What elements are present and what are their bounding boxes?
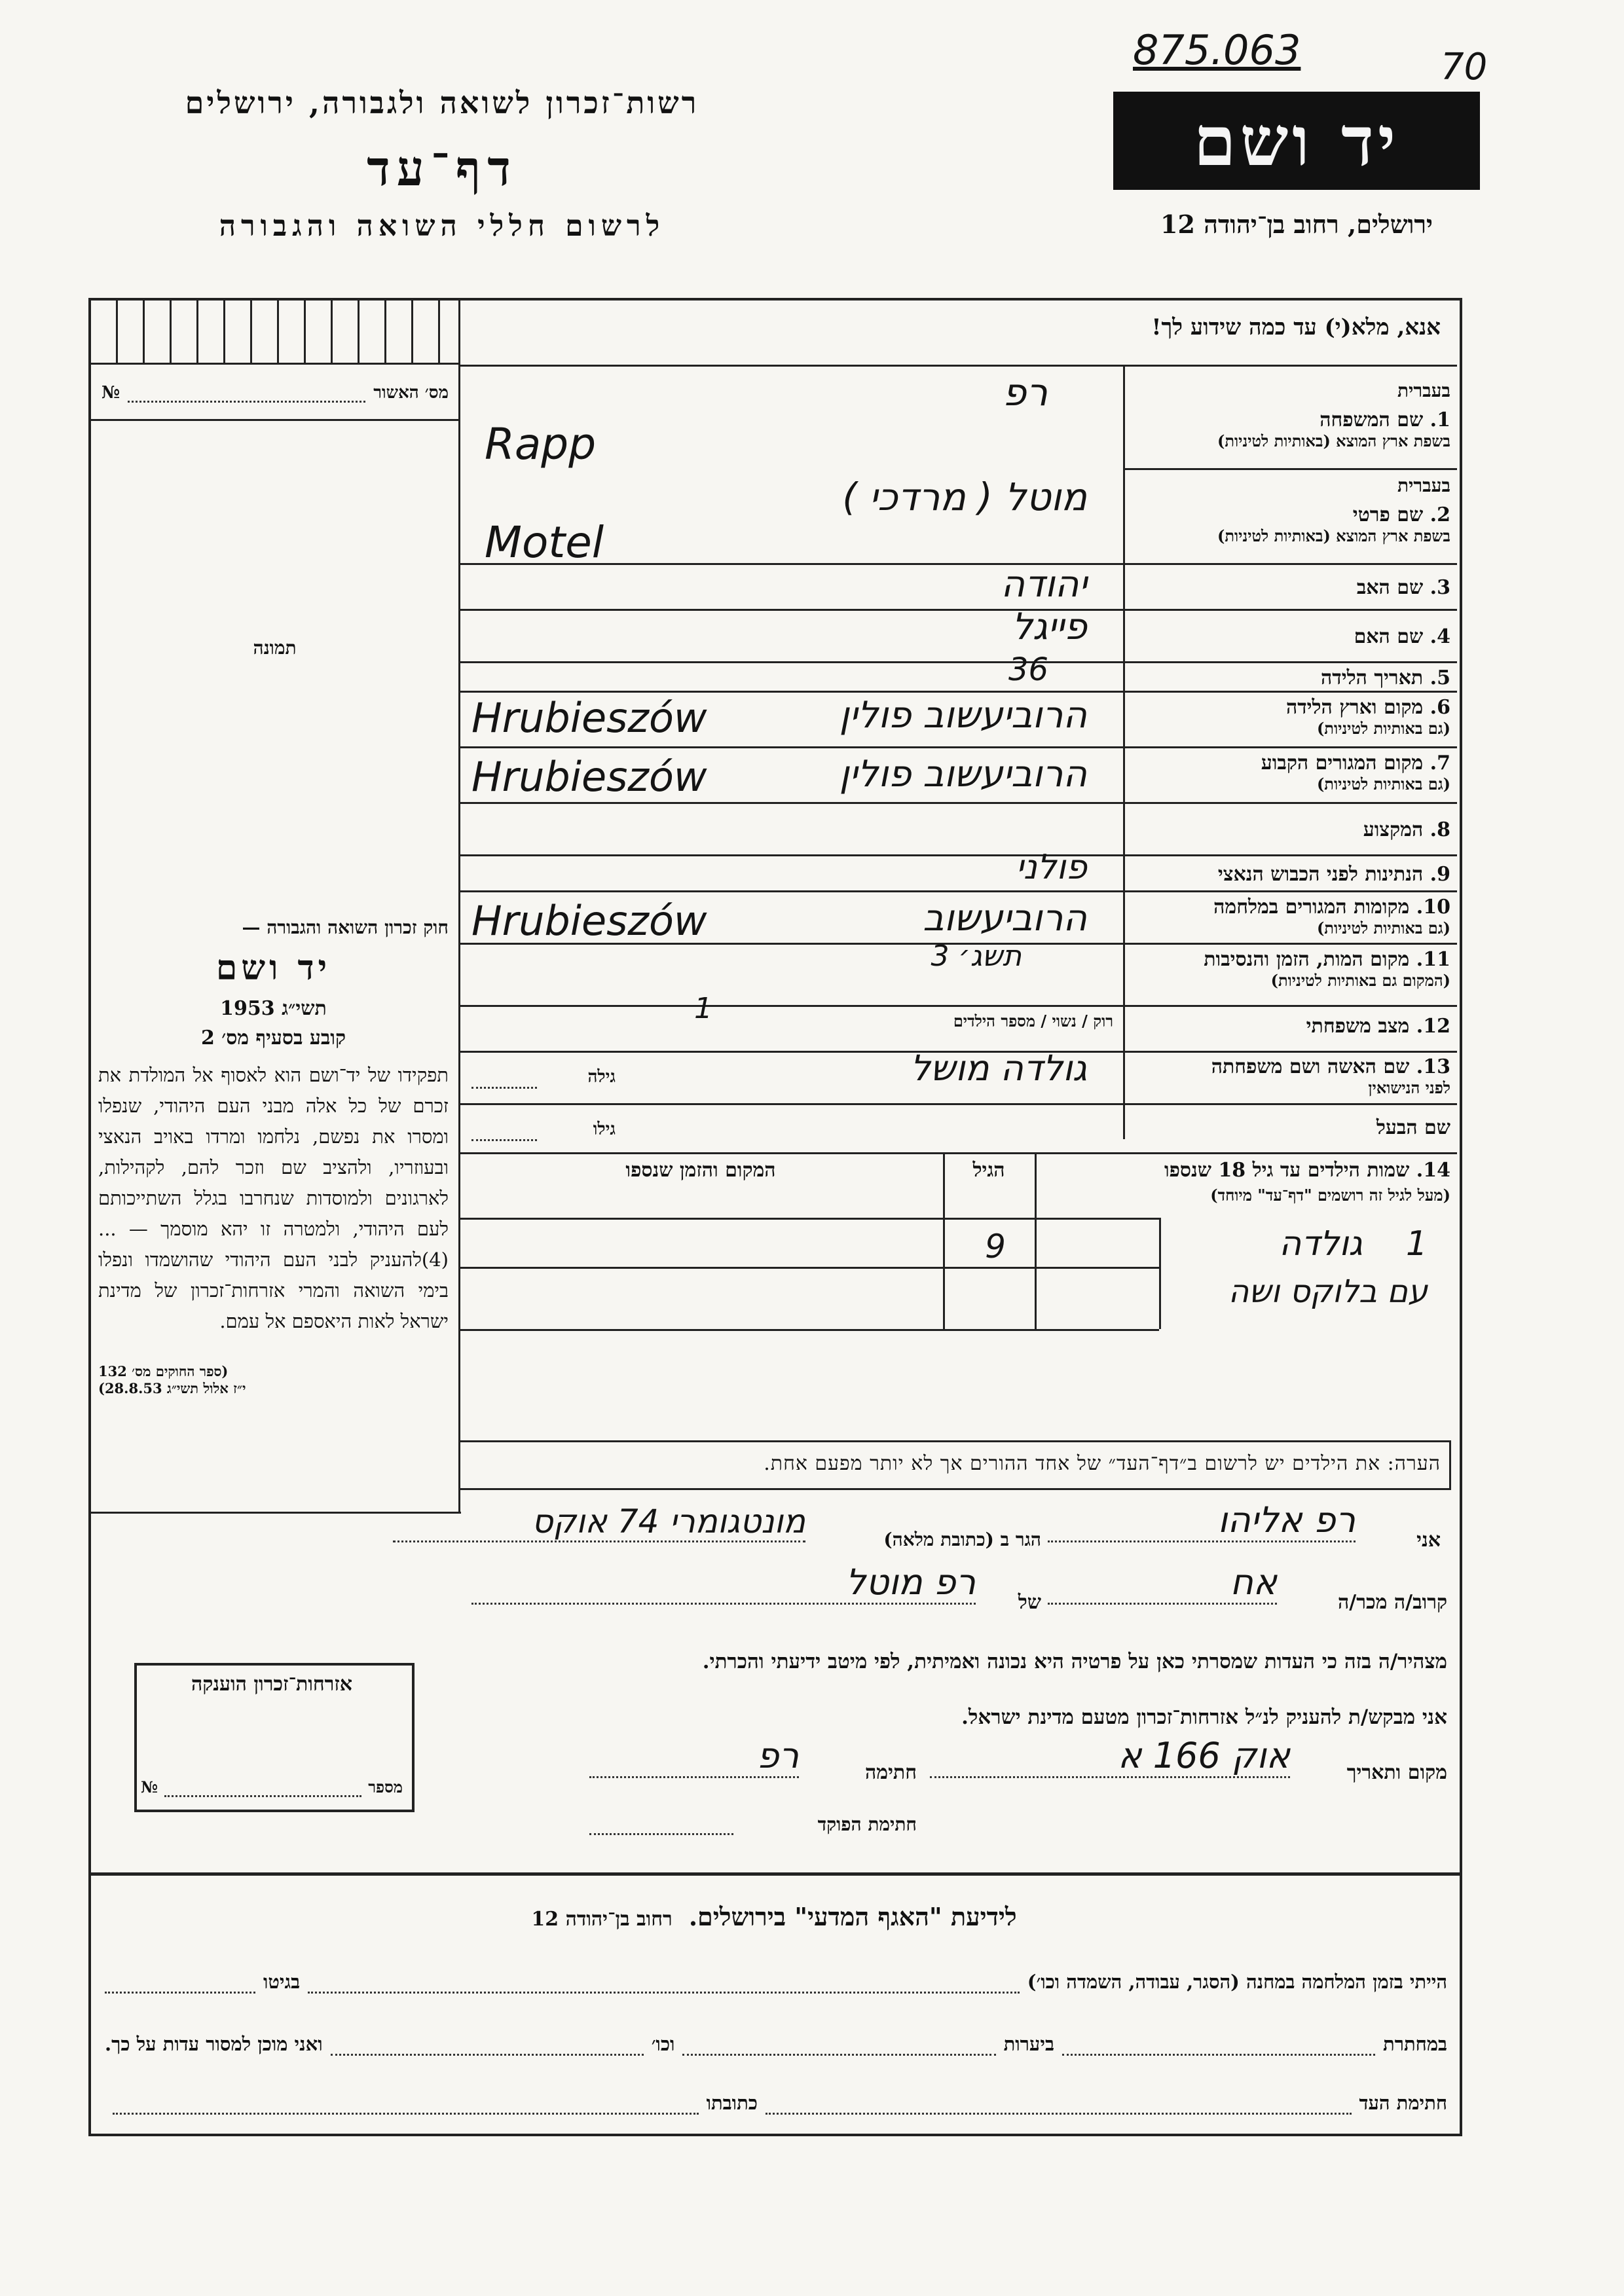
field-4-label: 4. שם האם <box>1354 625 1450 648</box>
first-name-latin-value[interactable]: Motel <box>485 517 604 568</box>
declarant-address-value[interactable]: מונטגומרי 74 אוקס <box>393 1503 805 1542</box>
underground-line[interactable] <box>1062 2054 1375 2056</box>
officer-signature-label: חתימת הפוקד <box>817 1813 917 1835</box>
instruction: אנא, מלא(י) עד כמה שידוע לך! <box>1151 314 1441 340</box>
archive-number: 875.063 <box>1133 26 1301 74</box>
death-details-value[interactable]: תשג׳ 3 <box>931 939 1022 973</box>
citizenship-number-field: מספר № <box>141 1777 403 1796</box>
ghetto-label: בגיטו <box>263 1971 301 1993</box>
husband-age-label: גילו <box>593 1120 616 1139</box>
law-clause: קובע בסעיף מס׳ 2 <box>200 1027 346 1049</box>
declarant-of-value[interactable]: רפ מוטל <box>471 1561 976 1605</box>
children-col-divider <box>943 1152 945 1329</box>
place-date-value[interactable]: אוק 166 א <box>930 1735 1290 1778</box>
approval-tick-strip <box>91 301 458 363</box>
husband-label: שם הבעל <box>1376 1116 1450 1139</box>
field-5-label: 5. תאריך הלידה <box>1321 666 1450 689</box>
form-subtitle: לרשום חללי השואה והגבורה <box>219 210 665 243</box>
approval-number-field <box>101 383 449 403</box>
husband-age-line[interactable] <box>471 1139 537 1141</box>
field-8-label: 8. המקצוע <box>1363 818 1450 841</box>
law-year: 1953 <box>220 997 275 1020</box>
law-title: חוק זכרון השואה והגבורה — <box>242 917 449 938</box>
field-1-label: בעברית 1. שם המשפחה בשפת ארץ המוצא (באותיות לטיניות) <box>1217 380 1450 450</box>
residence-hebrew-value[interactable]: הרוביעשוב פולין <box>839 753 1087 795</box>
place-date-label: מקום ותאריך <box>1346 1761 1447 1784</box>
forests-line[interactable] <box>682 2054 995 2056</box>
wartime-residence-hebrew-value[interactable]: הרוביעשוב <box>923 897 1087 939</box>
footer-row-3 <box>105 2092 1447 2115</box>
camp-label: הייתי בזמן המלחמה במחנה (הסגר, עבודה, השמדה וכו׳) <box>1027 1971 1447 1993</box>
forests-label: ביערות <box>1003 2033 1054 2055</box>
footer-divider <box>91 1872 1460 1876</box>
signature-value[interactable]: רפ <box>589 1735 799 1778</box>
form-title: דף־עד <box>367 141 517 197</box>
witness-signature-label: חתימת העד <box>1359 2092 1447 2114</box>
witness-address-line[interactable] <box>113 2113 699 2115</box>
witness-address-label: כתובתו <box>706 2092 758 2114</box>
law-ref-1: (ספר החוקים מס׳ 132 <box>98 1363 229 1379</box>
citizenship-title: אזרחות־זכרון הוענקה <box>191 1673 353 1696</box>
approval-no: № <box>101 383 120 403</box>
photo-area[interactable] <box>91 419 458 877</box>
father-name-value[interactable]: יהודה <box>1001 563 1087 606</box>
wife-name-value[interactable]: גולדה מושל <box>910 1048 1087 1089</box>
citizenship-request: אני מבקש/ת להעניק לנ״ל אזרחות־זכרון מטעם מדינת ישראל. <box>961 1705 1447 1729</box>
residence-latin-value[interactable]: Hrubieszów <box>471 753 707 801</box>
field-10-label: 10. מקומות המגורים במלחמה (גם באותיות לטיניות) <box>1213 896 1450 938</box>
birth-date-value[interactable]: 36 <box>1008 651 1049 688</box>
law-name: יד ושם <box>215 948 331 988</box>
ghetto-line[interactable] <box>105 1992 255 1994</box>
children-count-value[interactable]: 1 <box>694 992 712 1025</box>
child-2-name[interactable]: עם בלוקס ושה <box>1228 1273 1428 1310</box>
officer-signature-line[interactable] <box>589 1833 733 1835</box>
law-text: תפקידו של יד־ושם הוא לאסוף אל המולדת את זכרם של כל אלה מבני העם היהודי, שנפלו ומסרו את נפשם, נלחמו ומרדו באויב הנאצי ובעוזריו, ולהציב שם וזכר להם, לקהילות, לארגונים ולמוסדות שנחרבו בגלל השתייכותם לעם היהודי, ולמטרה זו יהא מוסמך — ...(4)להעניק לבני העם היהודי שהושמדו ונפלו בימי השואה והמרי אזרחות־זכרון של מדינת ישראל לאות היאספם אל עמם. <box>98 1064 449 1332</box>
children-place-header: המקום והזמן שנספו <box>625 1159 776 1182</box>
declarant-relative-value[interactable]: אח <box>1048 1561 1277 1605</box>
declaration-text: מצהיר/ה בזה כי העדות שמסרתי כאן על פרטיה היא נכונה ואמיתית, לפי מיטב ידיעתי והכרתי. <box>702 1650 1447 1673</box>
birthplace-hebrew-value[interactable]: הרוביעשוב פולין <box>839 694 1087 737</box>
declarant-name-value[interactable]: רפ אליהו <box>1048 1499 1356 1542</box>
field-13-label: 13. שם האשה ושם משפחתה לפני הנישואין <box>1211 1055 1450 1097</box>
declarant-relative-label: קרוב/ה מכר/ה <box>1338 1591 1447 1614</box>
birthplace-latin-value[interactable]: Hrubieszów <box>471 694 707 742</box>
approval-label: מס׳ האשור <box>373 383 449 403</box>
mother-name-value[interactable]: פייגל <box>1012 606 1087 648</box>
declarant-address-label: הגר ב (כתובת מלאה) <box>883 1529 1041 1550</box>
declarant-of-label: של <box>1018 1591 1041 1614</box>
camp-line[interactable] <box>308 1992 1020 1994</box>
label-column-divider <box>1123 367 1125 1139</box>
declarant-i-label: אני <box>1416 1529 1441 1552</box>
children-header: 14. שמות הילדים עד גיל 18 שנספו (מעל לגיל זה רושמים "דף־עד" מיוחד) <box>1164 1159 1450 1205</box>
children-age-header: הגיל <box>972 1159 1005 1182</box>
nationality-value[interactable]: פולני <box>1016 848 1087 887</box>
approval-line[interactable] <box>128 383 365 403</box>
first-name-hebrew-value[interactable]: מוטל ( מרדכי ) <box>842 475 1087 519</box>
field-11-label: 11. מקום המות, הזמן והנסיבות (המקום גם באותיות לטיניות) <box>1204 948 1450 990</box>
footer-row-1 <box>105 1971 1447 1994</box>
field-9-label: 9. הנתינות לפני הכבוש הנאצי <box>1217 863 1450 886</box>
surname-hebrew-value[interactable]: רפ <box>1003 370 1048 414</box>
footer-row-2 <box>105 2033 1447 2056</box>
law-year-heb: תשי״ג <box>282 997 327 1020</box>
etc-label: וכו׳ <box>651 2033 675 2055</box>
child-1-name[interactable]: 1 גולדה <box>1279 1224 1428 1264</box>
field-3-label: 3. שם האב <box>1356 576 1450 599</box>
field-2-label: בעברית 2. שם פרטי בשפת ארץ המוצא (באותיות לטיניות) <box>1217 475 1450 545</box>
ready-label: ואני מוכן למסור עדות על כך. <box>105 2033 323 2055</box>
header-address: ירושלים, רחוב בן־יהודה 12 <box>1160 210 1433 239</box>
witness-signature-line[interactable] <box>766 2113 1352 2115</box>
underground-label: במחתרת <box>1383 2033 1447 2055</box>
law-box <box>98 917 449 1397</box>
photo-label: תמונה <box>253 637 297 659</box>
divider <box>458 365 1457 367</box>
logo-text: יד ושם <box>1193 100 1400 181</box>
citizenship-number-line[interactable] <box>164 1777 361 1797</box>
archive-page-marker: 70 <box>1441 46 1488 88</box>
field-12-label: 12. מצב משפחתי <box>1306 1015 1450 1038</box>
signature-label: חתימה <box>865 1761 917 1784</box>
law-ref-2: י״ז אלול תשי״ג 28.8.53) <box>98 1380 246 1396</box>
wife-age-label: גילה <box>587 1067 616 1087</box>
wartime-residence-latin-value[interactable]: Hrubieszów <box>471 897 707 945</box>
divider <box>91 363 458 365</box>
child-1-age[interactable]: 9 <box>985 1228 1006 1266</box>
footer-title: לידיעת "האגף המדעי" בירושלים. רחוב בן־יהודה 12 <box>531 1902 1017 1931</box>
field-6-label: 6. מקום וארץ הלידה (גם באותיות לטיניות) <box>1285 696 1450 738</box>
wife-age-line[interactable] <box>471 1087 537 1089</box>
note-text: הערה: את הילדים יש לרשום ב״דף־העד״ של אחד ההורים אך לא יותר מפעם אחת. <box>764 1452 1441 1475</box>
yad-vashem-logo <box>1113 92 1480 190</box>
field-7-label: 7. מקום המגורים הקבוע (גם באותיות לטיניות) <box>1261 752 1450 793</box>
marital-status-options: רוק / נשוי / מספר הילדים <box>953 1011 1113 1030</box>
surname-latin-value[interactable]: Rapp <box>485 419 597 469</box>
etc-line[interactable] <box>331 2054 644 2056</box>
children-col-divider <box>1035 1152 1037 1329</box>
authority-name: רשות־זכרון לשואה ולגבורה, ירושלים <box>185 85 699 120</box>
